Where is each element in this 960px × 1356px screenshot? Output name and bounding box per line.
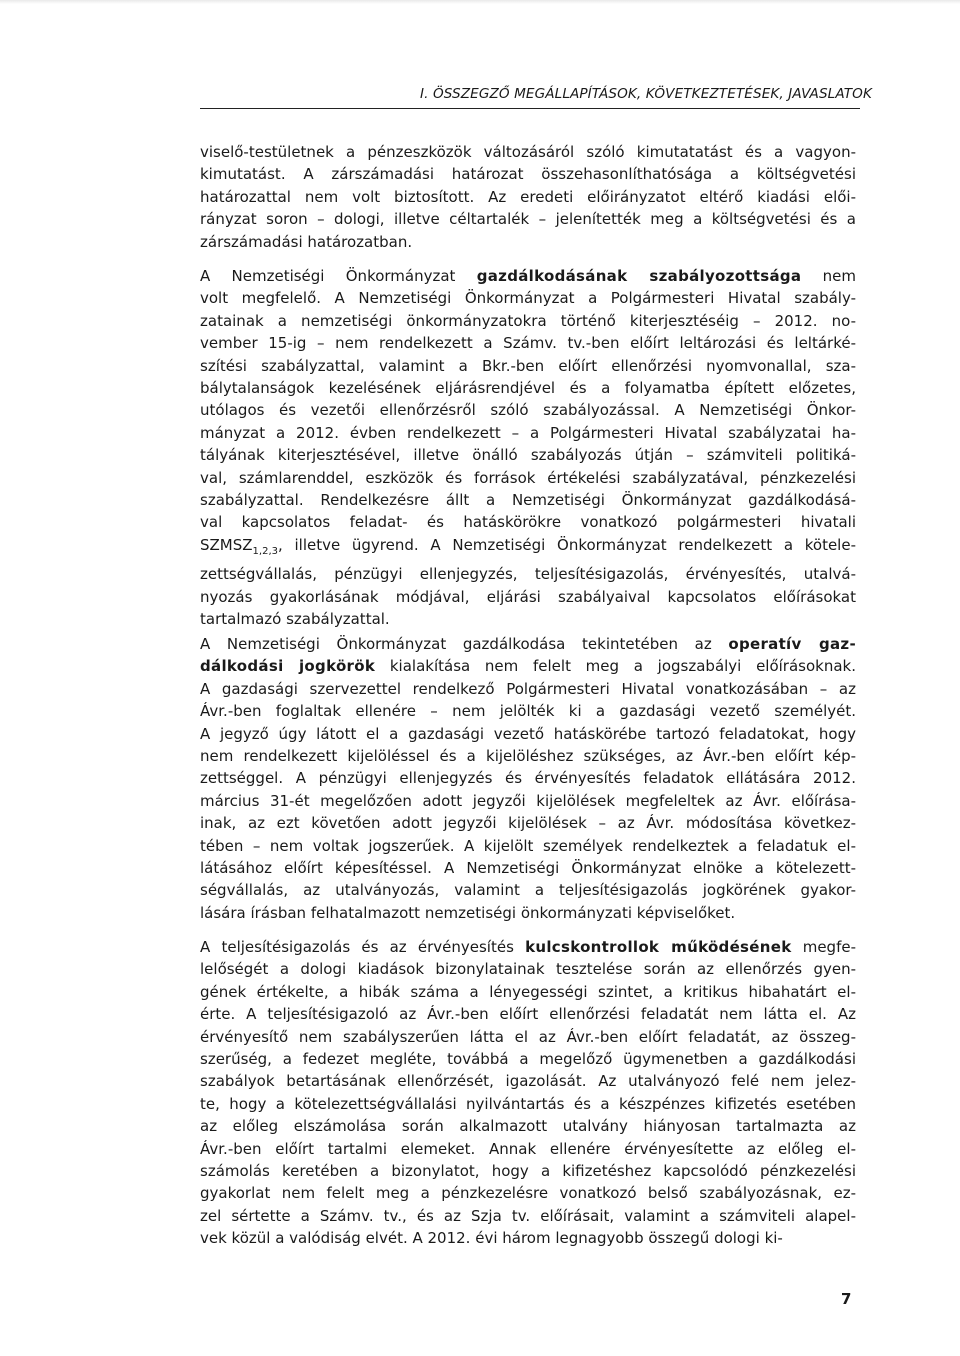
text-line: zettségvállalás, pénzügyi ellenjegyzés, teljesítésigazolás, érvényesítés, utalvá-: [200, 565, 856, 584]
text-line: viselő-testületnek a pénzeszközök változásáról szóló kimutatatást és a vagyon-: [200, 143, 856, 161]
text-line: vember 15-ig – nem rendelkezett a Számv. tv.-ben előírt leltározási és leltárké-: [200, 334, 856, 353]
text-line: az előleg elszámolása során alkalmazott utalvány hiányosan tartalmazta az: [200, 1117, 856, 1136]
text-line: bálytalanságok kezelésének eljárásrendjével és a folyamatba épített előzetes,: [200, 379, 856, 398]
text-line: A Nemzetiségi Önkormányzat gazdálkodásának szabályozottsága nem: [200, 267, 856, 285]
text-line: tében – nem voltak jogszerűek. A kijelölt személyek rendelkeztek a feladatuk el-: [200, 836, 856, 855]
text-line: számolás keretében a bizonylatot, hogy a kifizetéshez kapcsolódó pénzkezelési: [200, 1162, 856, 1181]
text-line: zettséggel. A pénzügyi ellenjegyzés és érvényesítés feladatok ellátására 2012.: [200, 769, 856, 788]
text-line: A teljesítésigazolás és az érvényesítés kulcskontrollok működésének megfe-: [200, 938, 856, 956]
text-line: lására írásban felhatalmazott nemzetiségi önkormányzati képviselőket.: [200, 903, 736, 922]
text-line: Ávr.-ben előírt tartalmi elemeket. Annak ellenére érvényesítette az előleg el-: [200, 1139, 856, 1158]
text-line: zárszámadási határozatban.: [200, 232, 413, 251]
paragraph-2: [200, 265, 856, 631]
text-line: nyozás gyakorlásának módjával, eljárási szabályaival kapcsolatos előírásokat: [200, 587, 856, 606]
text-line: szítési szabályzattal, valamint a Bkr.-ben előírt ellenőrzési nyomvonallal, sza-: [200, 356, 856, 375]
text-line: szabályzattal. Rendelkezésre állt a Nemzetiségi Önkormányzat gazdálkodásá-: [200, 491, 856, 510]
text-line: gének értékelte, a hibák száma a lényegességi szintet, a kritikus hibahatárt el-: [200, 982, 856, 1001]
text-line: rányzat soron – dologi, illetve céltartalék – jelenítették meg a költségvetési és a: [200, 210, 856, 229]
text-line: inak, az ezt követően adott jegyzői kijelölések – az Ávr. módosítása következ-: [200, 814, 856, 833]
text-line: érvényesítő nem szabályszerűen látta el az Ávr.-ben előírt feladatát, az összeg-: [200, 1027, 856, 1046]
text-line: zatainak a nemzetiségi önkormányzatokra történő kiterjesztéséig – 2012. no-: [200, 311, 856, 330]
paragraph-1: [200, 141, 856, 253]
text-line: utólagos és vezetői ellenőrzésről szóló szabályozással. A Nemzetiségi Önkor-: [200, 401, 856, 420]
text-line: A Nemzetiségi Önkormányzat gazdálkodása tekintetében az operatív gaz-: [200, 635, 856, 653]
text-line: val kapcsolatos feladat- és hatáskörökre vonatkozó polgármesteri hivatali: [200, 513, 856, 532]
text-line: kimutatást. A zárszámadási határozat összehasonlíthatósága a költségvetési: [200, 165, 856, 184]
text-line: ségvállalás, az utalványozás, valamint a teljesítésigazolás jogkörének gyakor-: [200, 881, 856, 900]
text-line: $SZMSZ_{1,2,3}$, illetve ügyrend. A Nemzetiségi Önkormányzat rendelkezett a kötele-: [200, 535, 856, 557]
text-line: lelőségét a dologi kiadások bizonylatainak tesztelése során az ellenőrzés gyen-: [200, 960, 856, 979]
text-line: te, hogy a kötelezettségvállalási nyilvántartás és a készpénzes kifizetés esetében: [200, 1094, 856, 1113]
text-line: határozattal nem volt biztosított. Az eredeti előirányzatot eltérő kiadási elői-: [200, 187, 856, 206]
text-line: val, számlarenddel, eszközök és források értékelési szabályzatával, pénzkezelési: [200, 468, 856, 487]
header-divider: [200, 108, 860, 109]
text-line: dálkodási jogkörök kialakítása nem felelt meg a jogszabályi előírásoknak.: [200, 657, 857, 676]
text-line: zel sértette a Számv. tv., és az Szja tv. előírásait, valamint a számviteli alapel-: [200, 1206, 856, 1225]
text-line: volt megfelelő. A Nemzetiségi Önkormányzat a Polgármesteri Hivatal szabály-: [200, 289, 856, 308]
paragraph-3: [200, 633, 856, 924]
text-line: március 31-ét megelőzően adott jegyzői kijelölések megfeleltek az Ávr. előírása-: [200, 791, 856, 810]
text-line: szerűség, a fedezet megléte, továbbá a megelőző ügymenetben a gazdálkodási: [200, 1050, 856, 1069]
text-line: érte. A teljesítésigazoló az Ávr.-ben előírt ellenőrzési feladatát nem látta el. Az: [200, 1005, 856, 1024]
page-number: 7: [841, 1290, 852, 1308]
text-line: tályának kiterjesztésével, illetve önálló szabályozás útján – számviteli politiká-: [200, 446, 856, 465]
text-line: vek közül a valódiság elvét. A 2012. évi három legnagyobb összegű dologi ki-: [200, 1229, 783, 1248]
text-line: látásához előírt képesítéssel. A Nemzetiségi Önkormányzat elnöke a kötelezett-: [200, 859, 856, 878]
text-line: tartalmazó szabályzattal.: [200, 610, 390, 629]
text-line: A jegyző úgy látott el a gazdasági vezető hatáskörébe tartozó feladatokat, hogy: [200, 724, 856, 743]
text-line: nem rendelkezett kijelöléssel és a kijelöléshez szükséges, az Ávr.-ben előírt kép-: [200, 747, 856, 766]
text-line: mányzat a 2012. évben rendelkezett – a Polgármesteri Hivatal szabályzatai ha-: [200, 423, 856, 442]
text-line: gyakorlat nem felelt meg a pénzkezelésre vonatkozó belső szabályozásnak, ez-: [200, 1184, 856, 1203]
scan-artifact: [0, 0, 960, 4]
text-line: szabályok betartásának ellenőrzését, igazolását. Az utalványozó felé nem jelez-: [200, 1072, 856, 1091]
text-line: A gazdasági szervezettel rendelkező Polgármesteri Hivatal vonatkozásában – az: [200, 679, 856, 698]
paragraph-4: [200, 936, 856, 1250]
page-header: I. ÖSSZEGZŐ MEGÁLLAPÍTÁSOK, KÖVETKEZTETÉSEK, JAVASLATOK: [420, 86, 872, 102]
text-line: Ávr.-ben foglaltak ellenére – nem jelölték ki a gazdasági vezető személyét.: [200, 702, 856, 721]
